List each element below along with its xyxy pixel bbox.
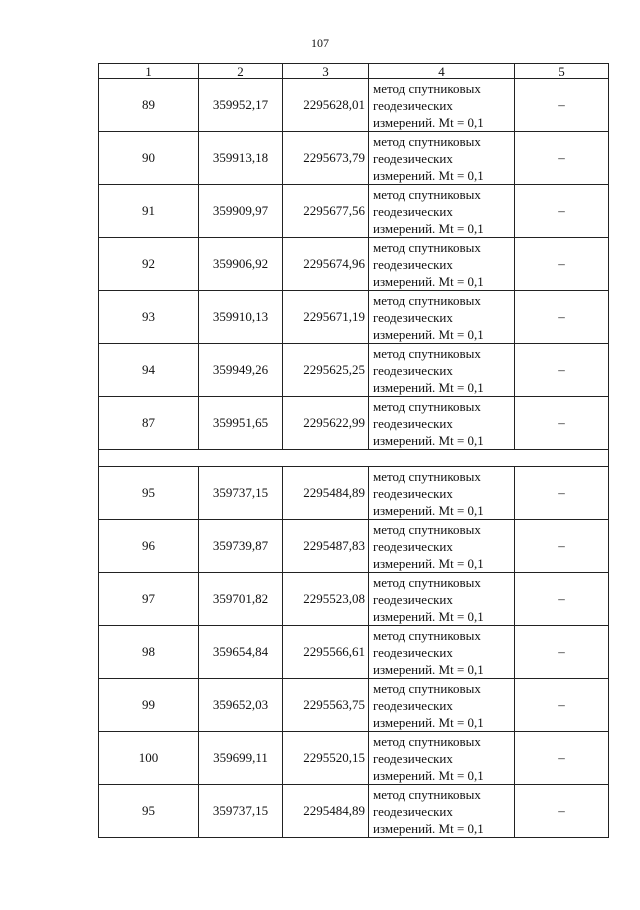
y-coordinate-cell: 2295484,89: [283, 785, 369, 838]
table-row: [99, 785, 609, 838]
table-row: [99, 679, 609, 732]
note-cell: –: [515, 520, 609, 573]
table-row: [99, 344, 609, 397]
header-row: [99, 64, 609, 79]
x-coordinate-cell: 359739,87: [199, 520, 283, 573]
method-line: измерений. Mt = 0,1: [373, 502, 484, 518]
method-cell: [369, 679, 515, 732]
method-line: измерений. Mt = 0,1: [373, 661, 484, 677]
col-header-5: 5: [515, 64, 609, 79]
method-line: метод спутниковых: [373, 574, 481, 590]
method-line: измерений. Mt = 0,1: [373, 714, 484, 730]
point-number-cell: 94: [99, 344, 199, 397]
x-coordinate-cell: 359652,03: [199, 679, 283, 732]
method-cell: [369, 573, 515, 626]
method-cell: [369, 185, 515, 238]
method-line: метод спутниковых: [373, 733, 481, 749]
method-line: измерений. Mt = 0,1: [373, 608, 484, 624]
method-line: метод спутниковых: [373, 627, 481, 643]
method-line: геодезических: [373, 256, 453, 272]
method-line: метод спутниковых: [373, 680, 481, 696]
table-row: [99, 467, 609, 520]
method-line: геодезических: [373, 591, 453, 607]
method-cell: [369, 344, 515, 397]
y-coordinate-cell: 2295674,96: [283, 238, 369, 291]
y-coordinate-cell: 2295622,99: [283, 397, 369, 450]
x-coordinate-cell: 359952,17: [199, 79, 283, 132]
x-coordinate-cell: 359949,26: [199, 344, 283, 397]
method-line: метод спутниковых: [373, 345, 481, 361]
point-number-cell: 95: [99, 467, 199, 520]
x-coordinate-cell: 359910,13: [199, 291, 283, 344]
note-cell: –: [515, 291, 609, 344]
method-cell: [369, 238, 515, 291]
method-line: геодезических: [373, 203, 453, 219]
y-coordinate-cell: 2295520,15: [283, 732, 369, 785]
table-body: [99, 79, 609, 838]
method-cell: [369, 520, 515, 573]
x-coordinate-cell: 359701,82: [199, 573, 283, 626]
method-line: измерений. Mt = 0,1: [373, 273, 484, 289]
col-header-2: 2: [199, 64, 283, 79]
y-coordinate-cell: 2295673,79: [283, 132, 369, 185]
method-line: измерений. Mt = 0,1: [373, 432, 484, 448]
method-cell: [369, 132, 515, 185]
point-number-cell: 98: [99, 626, 199, 679]
method-line: геодезических: [373, 697, 453, 713]
method-line: метод спутниковых: [373, 186, 481, 202]
table-row: [99, 732, 609, 785]
point-number-cell: 97: [99, 573, 199, 626]
method-line: метод спутниковых: [373, 239, 481, 255]
x-coordinate-cell: 359909,97: [199, 185, 283, 238]
method-line: геодезических: [373, 803, 453, 819]
method-line: геодезических: [373, 644, 453, 660]
method-line: геодезических: [373, 538, 453, 554]
note-cell: –: [515, 732, 609, 785]
point-number-cell: 100: [99, 732, 199, 785]
method-cell: [369, 626, 515, 679]
col-header-3: 3: [283, 64, 369, 79]
point-number-cell: 89: [99, 79, 199, 132]
table-row: [99, 573, 609, 626]
x-coordinate-cell: 359906,92: [199, 238, 283, 291]
note-cell: –: [515, 397, 609, 450]
method-line: геодезических: [373, 309, 453, 325]
x-coordinate-cell: 359951,65: [199, 397, 283, 450]
method-cell: [369, 732, 515, 785]
method-line: геодезических: [373, 362, 453, 378]
col-header-1: 1: [99, 64, 199, 79]
page-number: 107: [311, 36, 329, 50]
x-coordinate-cell: 359699,11: [199, 732, 283, 785]
method-line: метод спутниковых: [373, 292, 481, 308]
y-coordinate-cell: 2295487,83: [283, 520, 369, 573]
note-cell: –: [515, 238, 609, 291]
method-line: измерений. Mt = 0,1: [373, 767, 484, 783]
note-cell: –: [515, 185, 609, 238]
x-coordinate-cell: 359737,15: [199, 467, 283, 520]
point-number-cell: 91: [99, 185, 199, 238]
method-line: геодезических: [373, 485, 453, 501]
point-number-cell: 93: [99, 291, 199, 344]
x-coordinate-cell: 359654,84: [199, 626, 283, 679]
table-row: [99, 397, 609, 450]
point-number-cell: 96: [99, 520, 199, 573]
note-cell: –: [515, 785, 609, 838]
method-line: метод спутниковых: [373, 398, 481, 414]
point-number-cell: 87: [99, 397, 199, 450]
note-cell: –: [515, 132, 609, 185]
table-row: [99, 185, 609, 238]
y-coordinate-cell: 2295484,89: [283, 467, 369, 520]
method-line: измерений. Mt = 0,1: [373, 555, 484, 571]
col-header-4: 4: [369, 64, 515, 79]
method-line: метод спутниковых: [373, 80, 481, 96]
y-coordinate-cell: 2295563,75: [283, 679, 369, 732]
method-line: метод спутниковых: [373, 133, 481, 149]
method-line: измерений. Mt = 0,1: [373, 220, 484, 236]
method-cell: [369, 79, 515, 132]
table-row: [99, 520, 609, 573]
table-row: [99, 238, 609, 291]
note-cell: –: [515, 626, 609, 679]
note-cell: –: [515, 679, 609, 732]
note-cell: –: [515, 79, 609, 132]
separator-cell: [99, 450, 609, 467]
method-line: метод спутниковых: [373, 468, 481, 484]
note-cell: –: [515, 573, 609, 626]
y-coordinate-cell: 2295625,25: [283, 344, 369, 397]
method-line: измерений. Mt = 0,1: [373, 820, 484, 836]
y-coordinate-cell: 2295628,01: [283, 79, 369, 132]
y-coordinate-cell: 2295671,19: [283, 291, 369, 344]
method-cell: [369, 291, 515, 344]
method-line: геодезических: [373, 750, 453, 766]
method-line: измерений. Mt = 0,1: [373, 379, 484, 395]
method-cell: [369, 467, 515, 520]
point-number-cell: 95: [99, 785, 199, 838]
method-line: метод спутниковых: [373, 786, 481, 802]
point-number-cell: 99: [99, 679, 199, 732]
table-row: [99, 132, 609, 185]
y-coordinate-cell: 2295523,08: [283, 573, 369, 626]
point-number-cell: 90: [99, 132, 199, 185]
method-line: измерений. Mt = 0,1: [373, 326, 484, 342]
method-line: геодезических: [373, 415, 453, 431]
method-cell: [369, 785, 515, 838]
method-line: геодезических: [373, 97, 453, 113]
point-number-cell: 92: [99, 238, 199, 291]
method-line: геодезических: [373, 150, 453, 166]
table-row: [99, 291, 609, 344]
table-row: [99, 79, 609, 132]
y-coordinate-cell: 2295566,61: [283, 626, 369, 679]
method-line: измерений. Mt = 0,1: [373, 167, 484, 183]
x-coordinate-cell: 359737,15: [199, 785, 283, 838]
x-coordinate-cell: 359913,18: [199, 132, 283, 185]
note-cell: –: [515, 467, 609, 520]
method-line: метод спутниковых: [373, 521, 481, 537]
y-coordinate-cell: 2295677,56: [283, 185, 369, 238]
method-line: измерений. Mt = 0,1: [373, 114, 484, 130]
separator-row: [99, 450, 609, 467]
note-cell: –: [515, 344, 609, 397]
coordinates-table: [98, 63, 609, 838]
method-cell: [369, 397, 515, 450]
table-row: [99, 626, 609, 679]
